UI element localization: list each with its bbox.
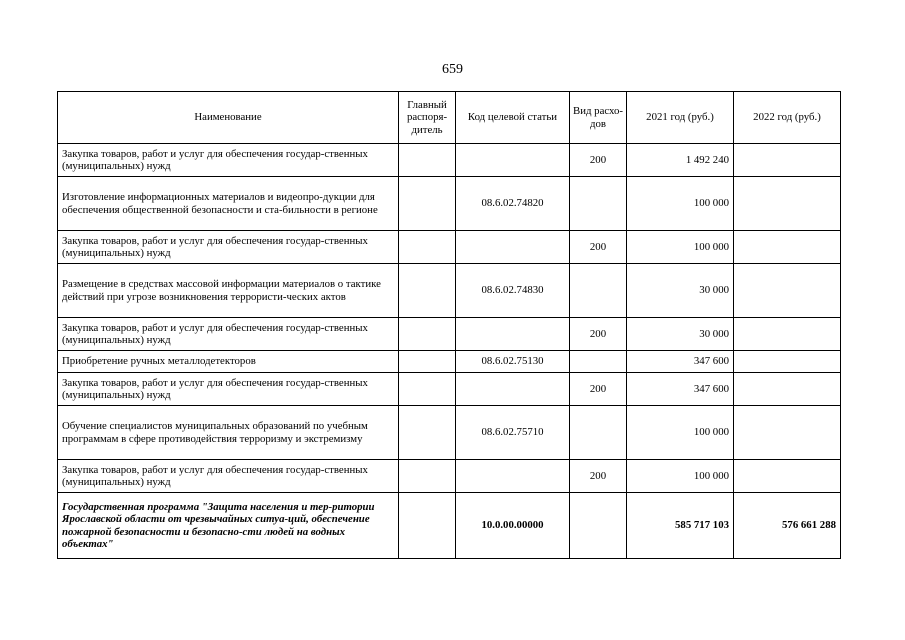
cell-manager <box>399 264 456 318</box>
cell-2021: 100 000 <box>627 231 734 264</box>
cell-2022 <box>734 406 841 460</box>
cell-name: Государственная программа "Защита населения и тер-ритории Ярославской области от чрезвычайных ситуа-ций, обеспечение пожарной безопасности и безопасно-сти людей на водных объектах" <box>58 493 399 559</box>
cell-code: 08.6.02.74820 <box>456 177 570 231</box>
cell-2021: 100 000 <box>627 177 734 231</box>
cell-code: 10.0.00.00000 <box>456 493 570 559</box>
cell-manager <box>399 373 456 406</box>
cell-name: Закупка товаров, работ и услуг для обеспечения государ-ственных (муниципальных) нужд <box>58 144 399 177</box>
cell-manager <box>399 177 456 231</box>
cell-manager <box>399 460 456 493</box>
cell-type <box>570 351 627 373</box>
cell-manager <box>399 318 456 351</box>
cell-2021: 100 000 <box>627 460 734 493</box>
cell-2021: 347 600 <box>627 373 734 406</box>
budget-table <box>57 91 841 559</box>
cell-2022 <box>734 264 841 318</box>
cell-2021: 1 492 240 <box>627 144 734 177</box>
cell-2022 <box>734 318 841 351</box>
cell-type <box>570 493 627 559</box>
cell-code <box>456 373 570 406</box>
cell-code <box>456 144 570 177</box>
cell-name: Изготовление информационных материалов и видеопро-дукции для обеспечения общественной безопасности и ста-бильности в регионе <box>58 177 399 231</box>
cell-2021: 30 000 <box>627 318 734 351</box>
header-type: Вид расхо-дов <box>570 92 627 144</box>
header-2022: 2022 год (руб.) <box>734 92 841 144</box>
cell-name: Закупка товаров, работ и услуг для обеспечения государ-ственных (муниципальных) нужд <box>58 373 399 406</box>
cell-type <box>570 406 627 460</box>
cell-type: 200 <box>570 231 627 264</box>
header-manager: Главный распоря-дитель <box>399 92 456 144</box>
cell-2022 <box>734 460 841 493</box>
table-row <box>58 373 841 406</box>
header-2021: 2021 год (руб.) <box>627 92 734 144</box>
table-row <box>58 264 841 318</box>
cell-name: Закупка товаров, работ и услуг для обеспечения государ-ственных (муниципальных) нужд <box>58 231 399 264</box>
table-header-row <box>58 92 841 144</box>
cell-type <box>570 264 627 318</box>
table-row <box>58 144 841 177</box>
page-number: 659 <box>442 62 463 77</box>
table-row <box>58 318 841 351</box>
cell-code <box>456 460 570 493</box>
cell-2021: 347 600 <box>627 351 734 373</box>
cell-2022 <box>734 177 841 231</box>
cell-name: Приобретение ручных металлодетекторов <box>58 351 399 373</box>
table-row <box>58 460 841 493</box>
cell-code: 08.6.02.75710 <box>456 406 570 460</box>
cell-2022 <box>734 351 841 373</box>
table-row <box>58 351 841 373</box>
cell-2021: 100 000 <box>627 406 734 460</box>
cell-2022 <box>734 144 841 177</box>
cell-type <box>570 177 627 231</box>
cell-type: 200 <box>570 318 627 351</box>
cell-name: Закупка товаров, работ и услуг для обеспечения государ-ственных (муниципальных) нужд <box>58 460 399 493</box>
table-row <box>58 177 841 231</box>
cell-name: Закупка товаров, работ и услуг для обеспечения государ-ственных (муниципальных) нужд <box>58 318 399 351</box>
cell-code <box>456 231 570 264</box>
cell-manager <box>399 231 456 264</box>
cell-code: 08.6.02.75130 <box>456 351 570 373</box>
cell-manager <box>399 351 456 373</box>
cell-manager <box>399 493 456 559</box>
header-code: Код целевой статьи <box>456 92 570 144</box>
cell-type: 200 <box>570 144 627 177</box>
cell-2022 <box>734 373 841 406</box>
table-row <box>58 406 841 460</box>
cell-manager <box>399 406 456 460</box>
cell-2022: 576 661 288 <box>734 493 841 559</box>
cell-name: Обучение специалистов муниципальных образований по учебным программам в сфере противодействия терроризму и экстремизму <box>58 406 399 460</box>
cell-2021: 585 717 103 <box>627 493 734 559</box>
cell-name: Размещение в средствах массовой информации материалов о тактике действий при угрозе возникновения террористи-ческих актов <box>58 264 399 318</box>
cell-code: 08.6.02.74830 <box>456 264 570 318</box>
table-row <box>58 231 841 264</box>
cell-code <box>456 318 570 351</box>
cell-type: 200 <box>570 460 627 493</box>
cell-2021: 30 000 <box>627 264 734 318</box>
header-name: Наименование <box>58 92 399 144</box>
cell-2022 <box>734 231 841 264</box>
cell-manager <box>399 144 456 177</box>
cell-type: 200 <box>570 373 627 406</box>
table-total-row <box>58 493 841 559</box>
